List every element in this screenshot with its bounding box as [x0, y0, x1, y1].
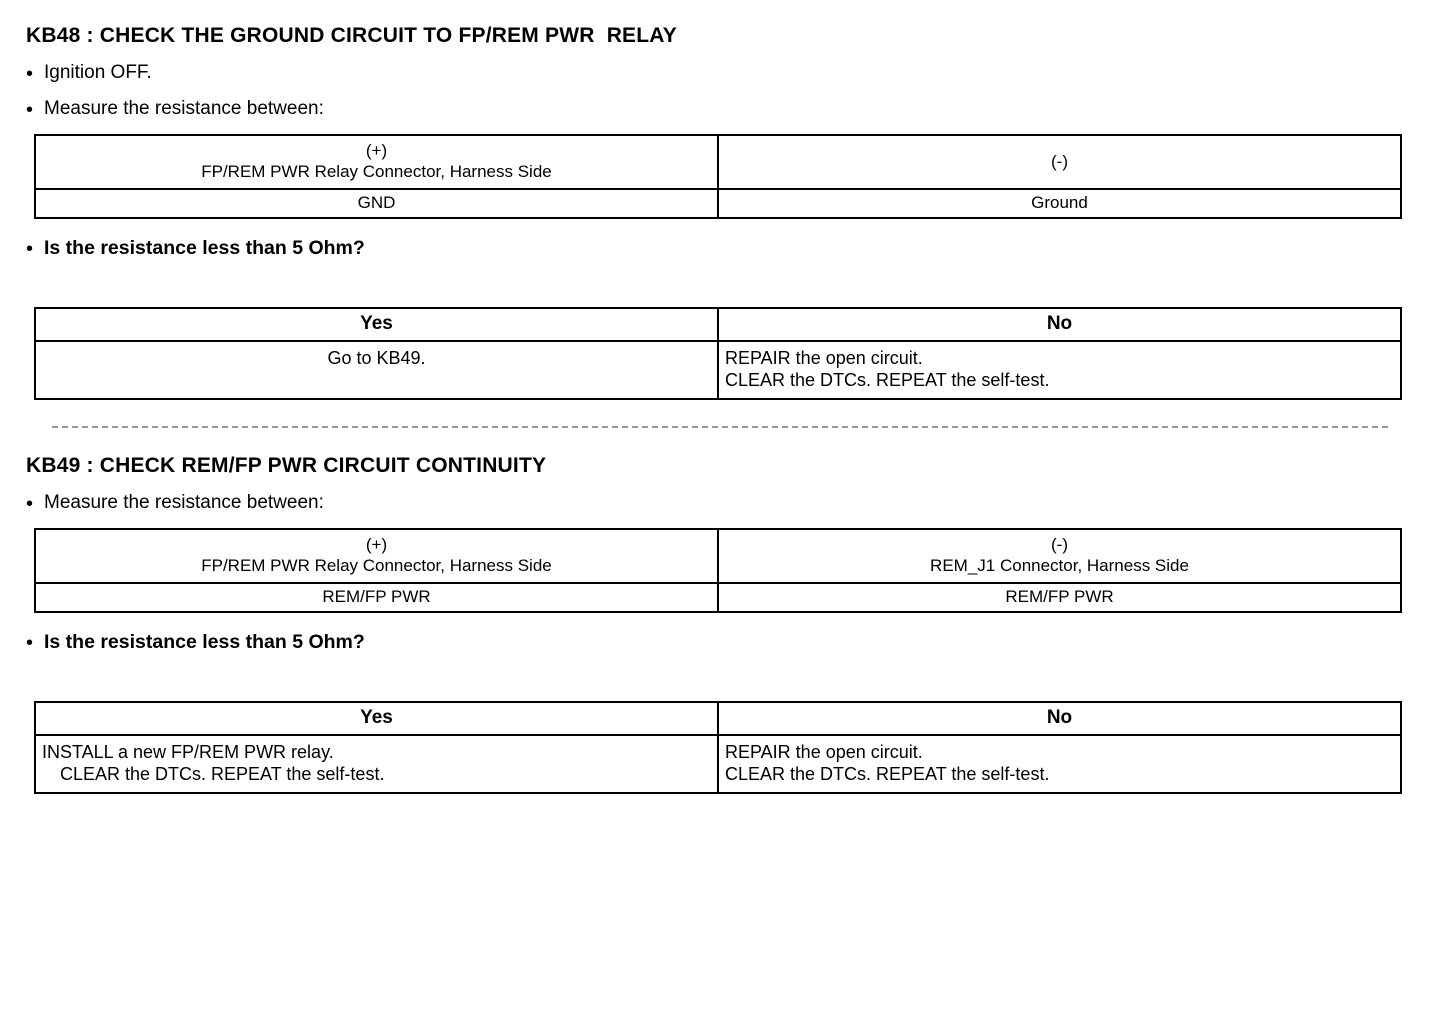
measurement-table-kb48: [34, 134, 1402, 219]
positive-sign: (+): [365, 535, 388, 554]
yes-answer: [35, 341, 718, 399]
step-text: Measure the resistance between:: [44, 98, 324, 119]
question-text: Is the resistance less than 5 Ohm?: [44, 631, 365, 653]
yes-answer-line: INSTALL a new FP/REM PWR relay.: [42, 742, 334, 762]
no-answer-line: CLEAR the DTCs. REPEAT the self-test.: [725, 764, 1050, 784]
no-answer: [718, 341, 1401, 399]
no-header: No: [718, 702, 1401, 735]
step-item: [26, 62, 1414, 84]
step-text: Ignition OFF.: [44, 62, 152, 83]
step-text: Measure the resistance between:: [44, 492, 324, 513]
negative-connector: REM_J1 Connector, Harness Side: [930, 556, 1189, 575]
bullet-icon: •: [26, 99, 34, 121]
bullet-icon: •: [26, 63, 34, 85]
step-title-kb49: KB49 : CHECK REM/FP PWR CIRCUIT CONTINUITY: [26, 454, 547, 477]
step-item: [26, 98, 1414, 120]
question-text: Is the resistance less than 5 Ohm?: [44, 237, 365, 259]
no-answer-line: REPAIR the open circuit.: [725, 742, 923, 762]
positive-terminal-header: [35, 135, 718, 189]
step-title-kb48: KB48 : CHECK THE GROUND CIRCUIT TO FP/REM PWR RELAY: [26, 24, 677, 47]
table-row: [35, 135, 1401, 189]
negative-pin-value: REM/FP PWR: [718, 583, 1401, 612]
negative-sign: (-): [1051, 535, 1068, 554]
no-header: No: [718, 308, 1401, 341]
section-kb49: [26, 454, 1414, 794]
bullet-icon: •: [26, 238, 34, 260]
no-answer-line: REPAIR the open circuit.: [725, 348, 923, 368]
positive-connector: FP/REM PWR Relay Connector, Harness Side: [201, 556, 552, 575]
positive-connector: FP/REM PWR Relay Connector, Harness Side: [201, 162, 552, 181]
yes-answer: [35, 735, 718, 793]
positive-pin-value: REM/FP PWR: [35, 583, 718, 612]
positive-pin-value: GND: [35, 189, 718, 218]
yes-header: Yes: [35, 702, 718, 735]
table-row: [35, 341, 1401, 399]
positive-terminal-header: [35, 529, 718, 583]
step-item: [26, 492, 1414, 514]
table-row: [35, 583, 1401, 612]
yesno-table-kb48: [34, 307, 1402, 400]
yes-answer-line: Go to KB49.: [327, 348, 426, 368]
question-row-kb49: [26, 631, 1414, 653]
table-row: [35, 529, 1401, 583]
positive-sign: (+): [365, 141, 388, 160]
bullet-icon: •: [26, 632, 34, 654]
yes-header: Yes: [35, 308, 718, 341]
negative-terminal-header: [718, 529, 1401, 583]
negative-pin-value: Ground: [718, 189, 1401, 218]
section-kb48: [26, 24, 1414, 400]
bullet-icon: •: [26, 493, 34, 515]
section-divider: [52, 426, 1388, 428]
table-row: [35, 702, 1401, 735]
question-row-kb48: [26, 237, 1414, 259]
negative-sign: (-): [1051, 151, 1068, 171]
no-answer: [718, 735, 1401, 793]
yesno-table-kb49: [34, 701, 1402, 794]
no-answer-line: CLEAR the DTCs. REPEAT the self-test.: [725, 370, 1050, 390]
table-row: [35, 308, 1401, 341]
negative-terminal-header: [718, 135, 1401, 189]
measurement-table-kb49: [34, 528, 1402, 613]
table-row: [35, 735, 1401, 793]
yes-answer-line: CLEAR the DTCs. REPEAT the self-test.: [60, 764, 385, 784]
table-row: [35, 189, 1401, 218]
